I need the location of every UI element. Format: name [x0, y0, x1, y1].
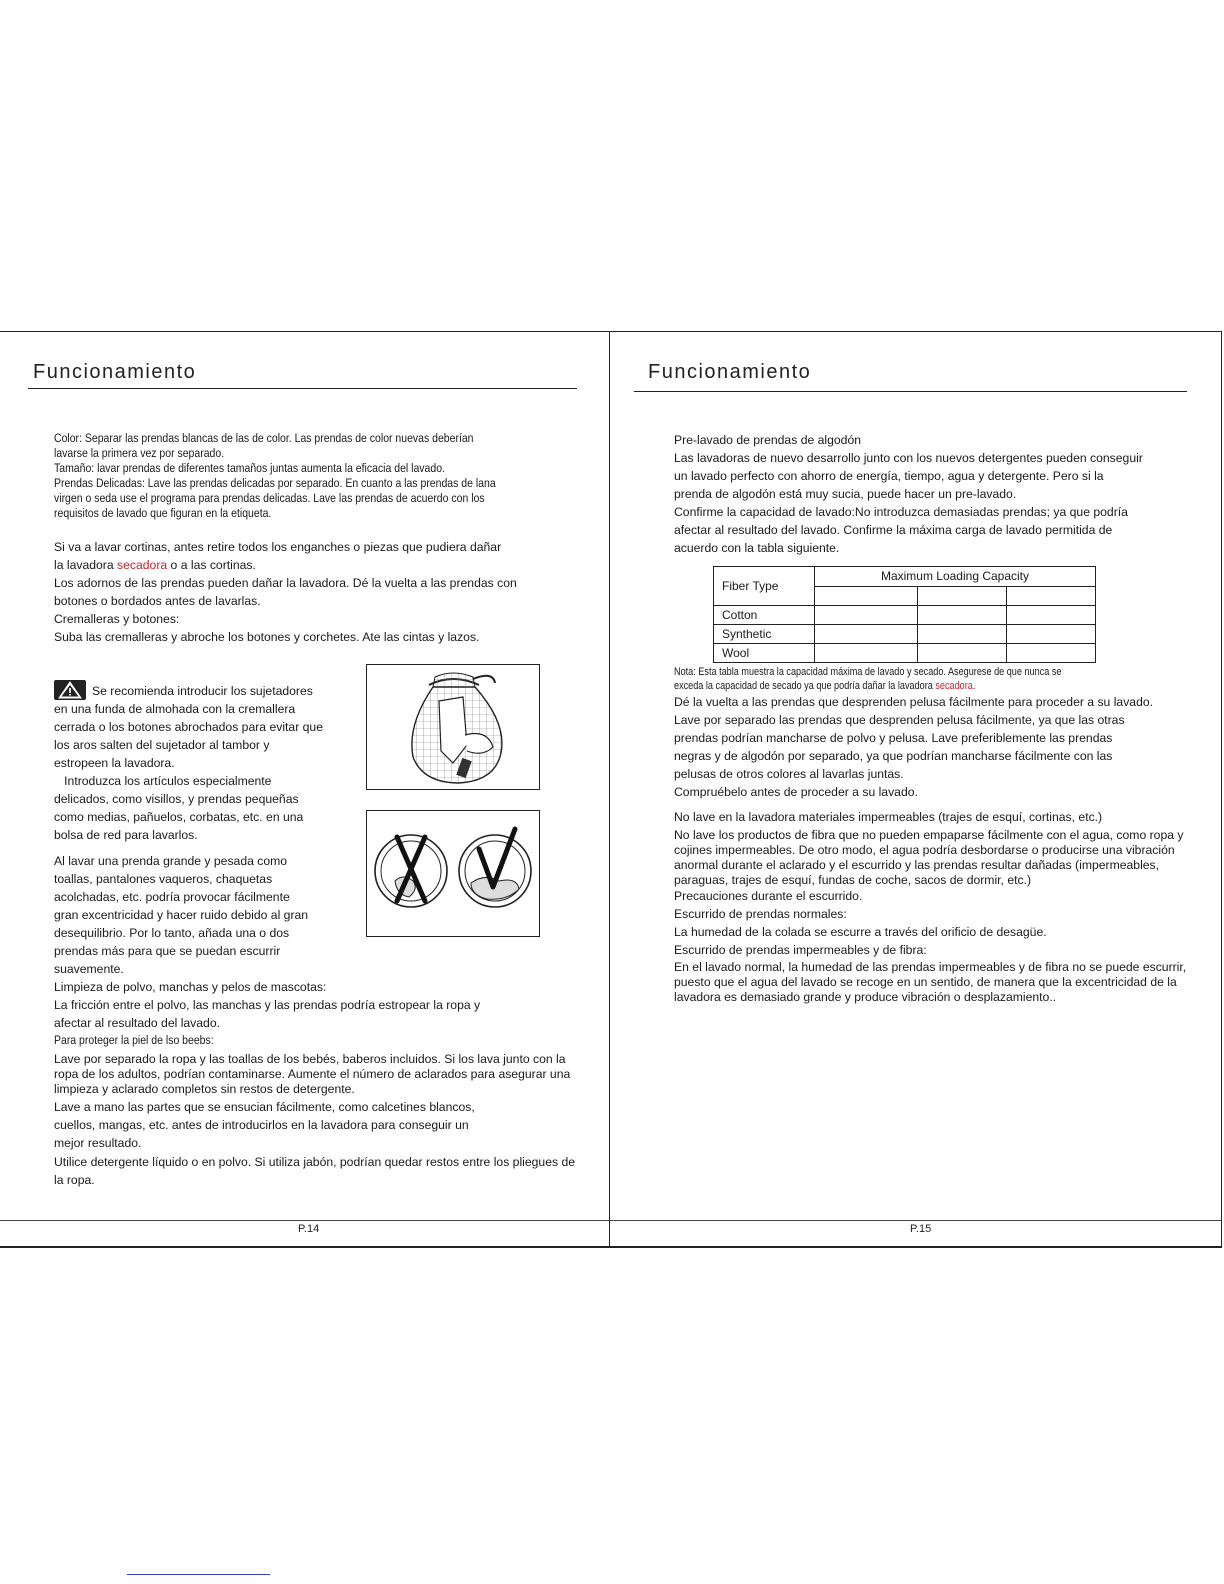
- lint-text: Dé la vuelta a las prendas que desprenden pelusa fácilmente para proceder a su lavado. Lave por separado las prendas que desprenden pelusa fácilmente, ya que las otras prendas podrían mancharse de polvo y pelusa. Lave preferiblemente las prendas negras y de algodón por separado, ya que podrían mancharse fácilmente con las pelusas de otros colores al lavarlas juntas. Compruébelo antes de proceder a su lavado.: [674, 695, 1154, 799]
- hand-wash-text: Lave a mano las partes que se ensucian fácilmente, como calcetines blancos, cuellos, mangas, etc. antes de introducirlos en la lavadora para conseguir un mejor resultado.: [54, 1100, 475, 1150]
- right-page-number: P.15: [910, 1223, 932, 1235]
- spin-precautions-text: Precauciones durante el escurrido. Escurrido de prendas normales: La humedad de la colada se escurre a través del orificio de desagüe. Escurrido de prendas impermeables y de fibra:: [674, 889, 1047, 957]
- max-capacity-header: Maximum Loading Capacity: [815, 567, 1096, 587]
- prewash-text: Pre-lavado de prendas de algodón Las lavadoras de nuevo desarrollo junto con los nuevos detergentes pueden conseguir un lavado perfecto con ahorro de energía, tiempo, agua y detergente. Pero si la prenda de algodón está muy sucia, puede hacer un pre-lavado. Confirme la capacidad de lavado:No introduzca demasiadas prendas; ya que podría afectar al resultado del lavado. Confirme la máxima carga de lavado permitida de acuerdo con la tabla siguiente.: [674, 433, 1143, 555]
- table-row-label: Synthetic: [714, 625, 815, 644]
- fiber-products-text: No lave los productos de fibra que no pueden empaparse fácilmente con el agua, como ropa y cojines impermeables. De otro modo, el agua podría desbordarse o producirse una vibración anormal durante el aclarado y el escurrido y las prendas resultar dañadas (impermeables, paraguas, trajes de esquí, fundas de coche, sacos de dormir, etc.): [674, 828, 1184, 887]
- detergent-text: Utilice detergente líquido o en polvo. Si utiliza jabón, podrían quedar restos entre los pliegues de la ropa.: [54, 1155, 576, 1187]
- footer-rule: [0, 1220, 1221, 1221]
- table-row-label: Wool: [714, 644, 815, 663]
- capacity-note: Nota: Esta tabla muestra la capacidad máxima de lavado y secado. Asegurese de que nunca se exceda la capacidad de secado ya que podría dañar la lavadora secadora.: [674, 666, 1062, 692]
- laundry-bag-icon: [367, 665, 539, 789]
- warning-icon: [54, 680, 86, 700]
- bottom-link-underline: [127, 1574, 270, 1575]
- heavy-items-text: Al lavar una prenda grande y pesada como toallas, pantalones vaqueros, chaquetas acolchadas, etc. podría provocar fácilmente gran excentricidad y hacer ruido debido al gran desequilibrio. Por lo tanto, añada una o dos prendas más para que se puedan escurrir suavemente. Limpieza de polvo, manchas y pelos de mascotas: La fricción entre el polvo, las manchas y las prendas podría estropear la ropa y afectar al resultado del lavado.: [54, 854, 481, 1030]
- left-page-title: Funcionamiento: [33, 361, 197, 383]
- left-page-number: P.14: [298, 1223, 320, 1235]
- secadora-highlight: secadora: [935, 680, 973, 692]
- left-title-rule: [28, 388, 577, 389]
- secadora-highlight: secadora: [117, 558, 168, 572]
- left-intro-block: Color: Separar las prendas blancas de las de color. Las prendas de color nuevas deberían lavarse la primera vez por separado. Tamaño: lavar prendas de diferentes tamaños juntas aumenta la eficacia del lavado. Prendas Delicadas: Lave las prendas delicadas por separado. En cuanto a las prendas de lana virgen o seda use el programa para prendas delicadas. Lave las prendas de acuerdo con los requisitos de lavado que figuran en la etiqueta.: [54, 431, 496, 520]
- laundry-bag-figure: [366, 664, 540, 790]
- fiber-type-header: Fiber Type: [714, 567, 815, 606]
- baby-heading: Para proteger la piel de lso beebs:: [54, 1033, 214, 1047]
- right-title-rule: [634, 391, 1187, 392]
- baby-text: Lave por separado la ropa y las toallas de los bebés, baberos incluidos. Si los lava junto con la ropa de los adultos, podrían contaminarse. Aumente el número de aclarados para asegurar una limpieza y aclarado completos sin restos de detergente.: [54, 1052, 571, 1096]
- table-row-label: Cotton: [714, 606, 815, 625]
- page-divider: [609, 331, 610, 1246]
- left-curtain-text: Si va a lavar cortinas, antes retire todos los enganches o piezas que pudiera dañar la lavadora secadora o a las cortinas. Los adornos de las prendas pueden dañar la lavadora. Dé la vuelta a las prendas con botones o bordados antes de lavarlas. Cremalleras y botones: Suba las cremalleras y abroche los botones y corchetes. Ate las cintas y lazos.: [54, 540, 517, 644]
- warning-text: Se recomienda introducir los sujetadores en una funda de almohada con la cremallera cerrada o los botones abrochados para evitar que los aros salten del sujetador al tambor y estropeen la lavadora. Introduzca los artículos especialmente delicados, como visillos, y prendas pequeñas como medias, pañuelos, corbatas, etc. en una bolsa de red para lavarlos.: [54, 680, 323, 844]
- capacity-table: [713, 566, 1096, 663]
- right-page-title: Funcionamiento: [648, 361, 812, 383]
- waterproof-text: No lave en la lavadora materiales impermeables (trajes de esquí, cortinas, etc.): [674, 810, 1103, 824]
- spin-final-text: En el lavado normal, la humedad de las prendas impermeables y de fibra no se puede escurrir, puesto que el agua del lavado se recoge en un sentido, de manera que la excentricidad de la lavadora es demasiado grande y produce vibración o desplazamiento..: [674, 960, 1187, 1004]
